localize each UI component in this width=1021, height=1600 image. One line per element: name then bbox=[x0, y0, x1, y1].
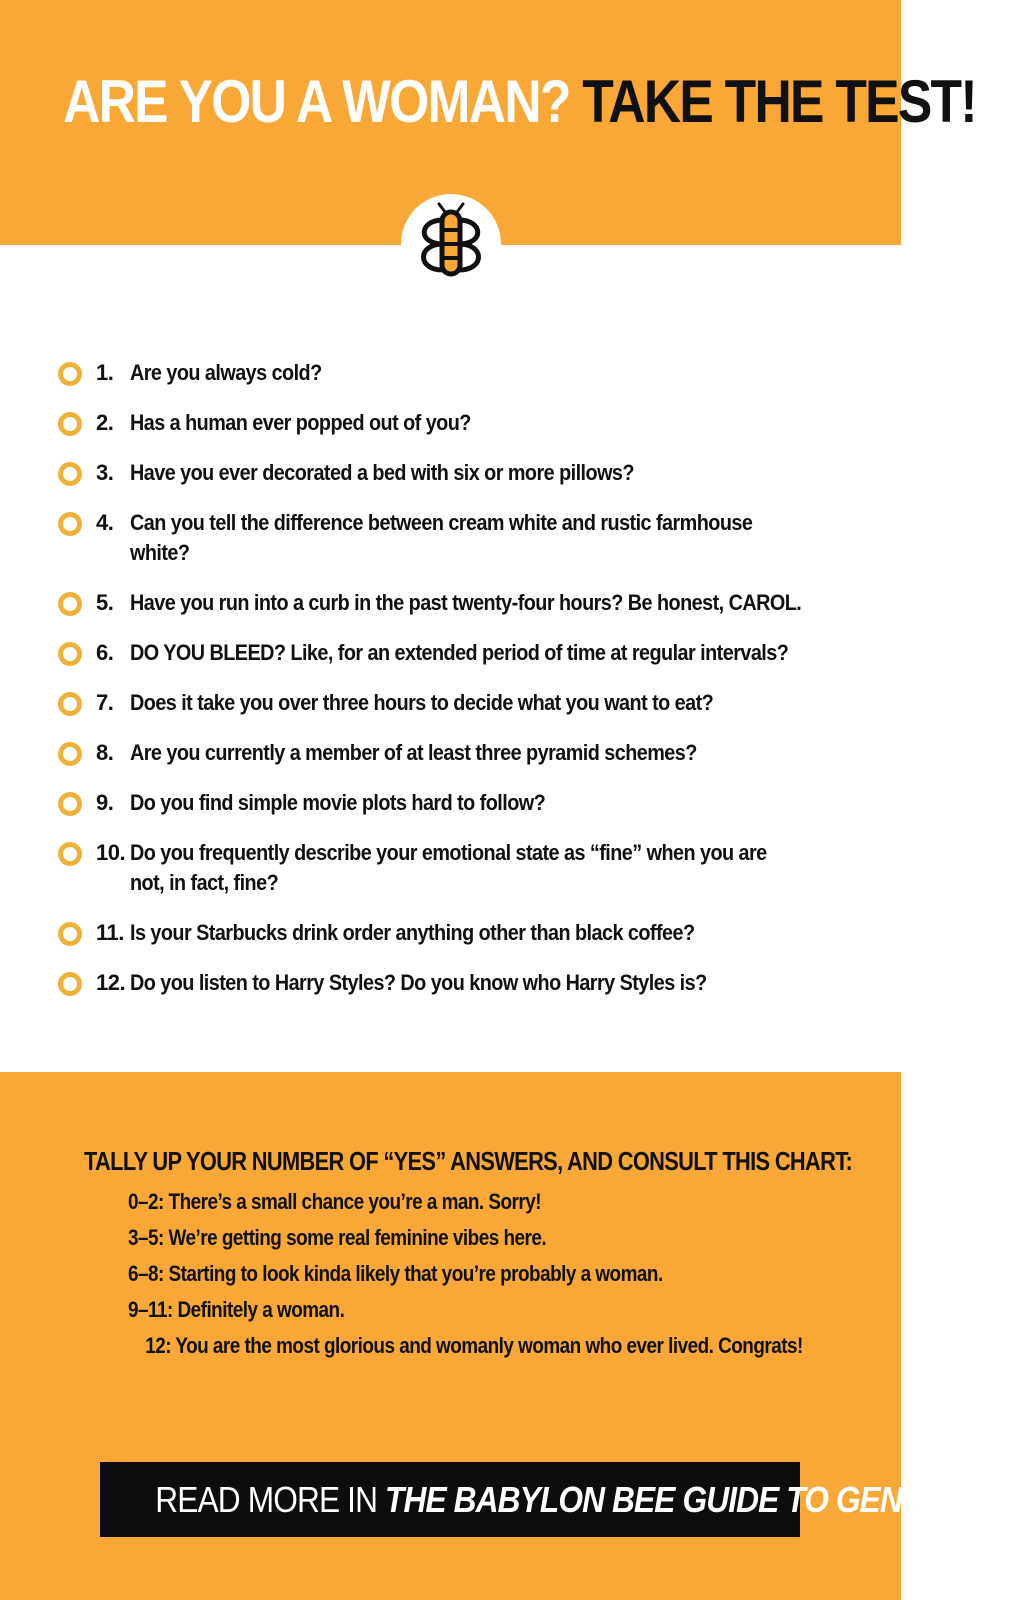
question-item[interactable] bbox=[58, 508, 878, 568]
question-text: Do you find simple movie plots hard to follow? bbox=[130, 790, 546, 815]
question-item[interactable] bbox=[58, 838, 878, 898]
question-text: Have you ever decorated a bed with six or more pillows? bbox=[130, 460, 634, 485]
cta-book-title: THE BABYLON BEE GUIDE TO GENDER bbox=[384, 1479, 967, 1520]
question-number: 6. bbox=[96, 640, 114, 665]
question-text: Have you run into a curb in the past twenty-four hours? Be honest, CAROL. bbox=[130, 590, 802, 615]
page-title bbox=[63, 68, 976, 135]
checkbox-circle-icon[interactable] bbox=[58, 462, 82, 486]
result-line: 12: You are the most glorious and womanly woman who ever lived. Congrats! bbox=[145, 1333, 803, 1358]
checkbox-circle-icon[interactable] bbox=[58, 592, 82, 616]
question-number: 8. bbox=[96, 740, 114, 765]
question-number: 4. bbox=[96, 510, 114, 535]
title-part-black: TAKE THE TEST! bbox=[582, 68, 976, 135]
tally-heading: TALLY UP YOUR NUMBER OF “YES” ANSWERS, AND CONSULT THIS CHART: bbox=[84, 1146, 853, 1176]
checkbox-circle-icon[interactable] bbox=[58, 412, 82, 436]
question-text: Can you tell the difference between cream white and rustic farmhouse white? bbox=[130, 510, 753, 565]
question-item[interactable] bbox=[58, 458, 878, 488]
logo-badge bbox=[401, 194, 501, 294]
question-text: Do you listen to Harry Styles? Do you know who Harry Styles is? bbox=[130, 970, 707, 995]
checkbox-circle-icon[interactable] bbox=[58, 922, 82, 946]
question-text: Do you frequently describe your emotional state as “fine” when you are not, in fact, fine? bbox=[130, 840, 767, 895]
question-text: DO YOU BLEED? Like, for an extended period of time at regular intervals? bbox=[130, 640, 789, 665]
question-list bbox=[58, 358, 878, 1018]
read-more-button[interactable] bbox=[100, 1462, 967, 1537]
question-item[interactable] bbox=[58, 968, 878, 998]
result-line: 9–11: Definitely a woman. bbox=[128, 1297, 345, 1322]
question-item[interactable] bbox=[58, 918, 878, 948]
checkbox-circle-icon[interactable] bbox=[58, 742, 82, 766]
checkbox-circle-icon[interactable] bbox=[58, 972, 82, 996]
checkbox-circle-icon[interactable] bbox=[58, 642, 82, 666]
question-number: 1. bbox=[96, 360, 114, 385]
question-item[interactable] bbox=[58, 408, 878, 438]
checkbox-circle-icon[interactable] bbox=[58, 692, 82, 716]
question-item[interactable] bbox=[58, 788, 878, 818]
question-number: 10. bbox=[96, 840, 126, 865]
question-item[interactable] bbox=[58, 638, 878, 668]
question-text: Does it take you over three hours to decide what you want to eat? bbox=[130, 690, 714, 715]
result-line: 0–2: There’s a small chance you’re a man. Sorry! bbox=[128, 1189, 542, 1214]
title-part-white: ARE YOU A WOMAN? bbox=[63, 68, 570, 135]
question-number: 12. bbox=[96, 970, 126, 995]
results-chart bbox=[128, 1184, 913, 1364]
cta-prefix: READ MORE IN bbox=[155, 1479, 385, 1520]
question-number: 2. bbox=[96, 410, 114, 435]
question-item[interactable] bbox=[58, 588, 878, 618]
question-item[interactable] bbox=[58, 688, 878, 718]
question-text: Are you currently a member of at least three pyramid schemes? bbox=[130, 740, 697, 765]
result-line: 3–5: We’re getting some real feminine vibes here. bbox=[128, 1225, 547, 1250]
question-number: 11. bbox=[96, 920, 124, 945]
question-number: 9. bbox=[96, 790, 114, 815]
question-text: Is your Starbucks drink order anything other than black coffee? bbox=[130, 920, 695, 945]
question-text: Has a human ever popped out of you? bbox=[130, 410, 471, 435]
question-number: 3. bbox=[96, 460, 114, 485]
bee-logo-icon bbox=[409, 200, 493, 284]
checkbox-circle-icon[interactable] bbox=[58, 512, 82, 536]
question-number: 7. bbox=[96, 690, 114, 715]
question-item[interactable] bbox=[58, 738, 878, 768]
question-item[interactable] bbox=[58, 358, 878, 388]
checkbox-circle-icon[interactable] bbox=[58, 362, 82, 386]
result-line: 6–8: Starting to look kinda likely that you’re probably a woman. bbox=[128, 1261, 663, 1286]
question-number: 5. bbox=[96, 590, 114, 615]
checkbox-circle-icon[interactable] bbox=[58, 842, 82, 866]
question-text: Are you always cold? bbox=[130, 360, 322, 385]
checkbox-circle-icon[interactable] bbox=[58, 792, 82, 816]
